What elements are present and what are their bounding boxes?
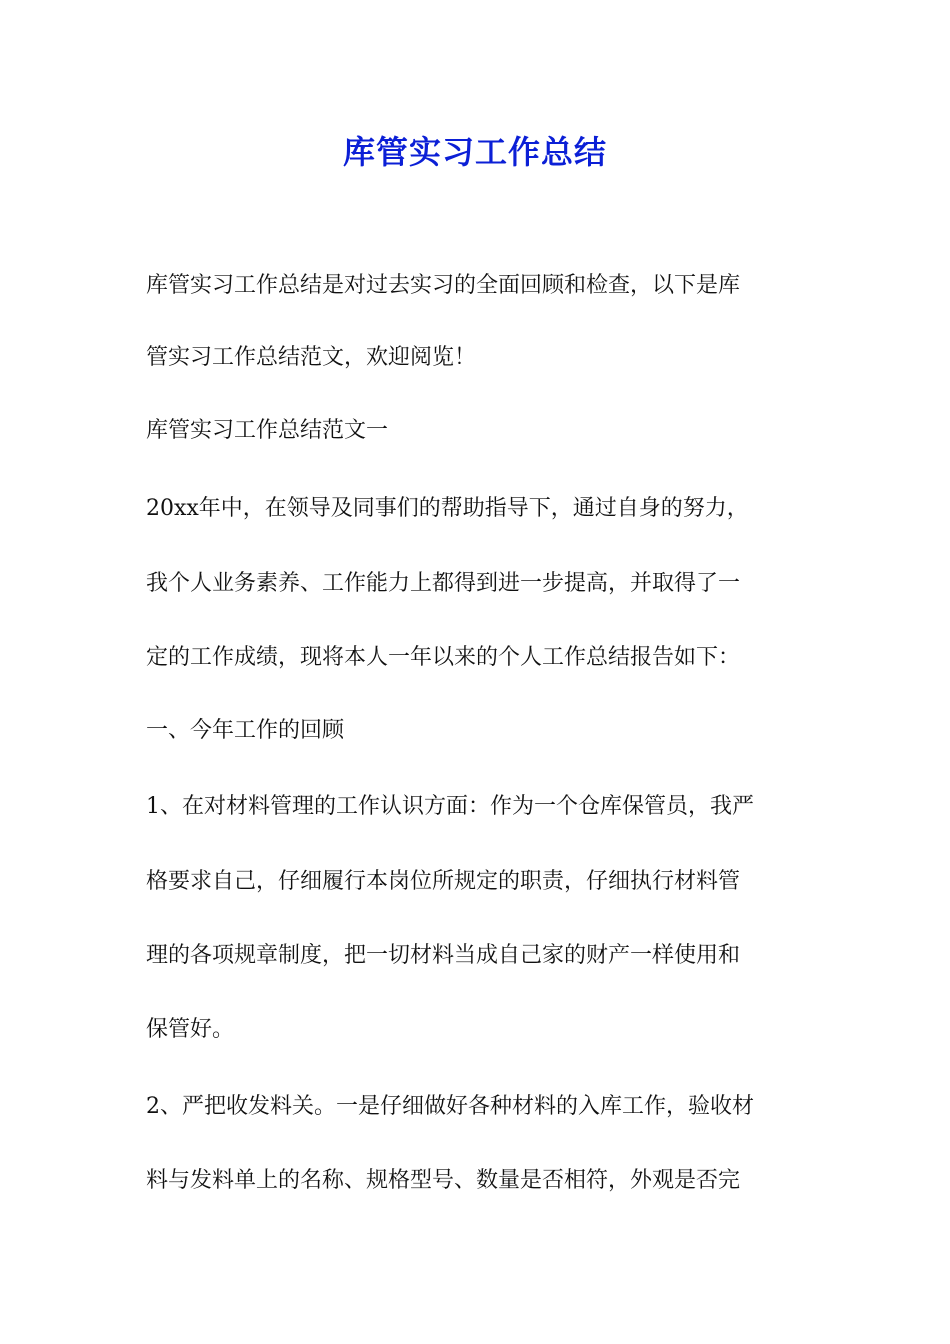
section-heading-2: 一、今年工作的回顾 <box>146 718 345 743</box>
text-line-3: 20xx年中，在领导及同事们的帮助指导下，通过自身的努力， <box>146 496 749 521</box>
text-line-8: 理的各项规章制度，把一切材料当成自己家的财产一样使用和 <box>146 943 741 968</box>
section-heading-1: 库管实习工作总结范文一 <box>146 418 389 443</box>
text-line-5: 定的工作成绩，现将本人一年以来的个人工作总结报告如下： <box>146 645 741 670</box>
document-title: 库管实习工作总结 <box>342 133 607 171</box>
text-line-7: 格要求自己，仔细履行本岗位所规定的职责，仔细执行材料管 <box>146 869 741 894</box>
text-line-11: 料与发料单上的名称、规格型号、数量是否相符，外观是否完 <box>146 1168 741 1193</box>
text-line-1: 库管实习工作总结是对过去实习的全面回顾和检查，以下是库 <box>146 273 741 298</box>
text-line-2: 管实习工作总结范文，欢迎阅览！ <box>146 345 477 370</box>
text-line-9: 保管好。 <box>146 1017 235 1042</box>
text-line-4: 我个人业务素养、工作能力上都得到进一步提高，并取得了一 <box>146 571 741 596</box>
text-line-6: 1、在对材料管理的工作认识方面：作为一个仓库保管员，我严 <box>146 794 754 819</box>
text-line-10: 2、严把收发料关。一是仔细做好各种材料的入库工作，验收材 <box>146 1094 754 1119</box>
